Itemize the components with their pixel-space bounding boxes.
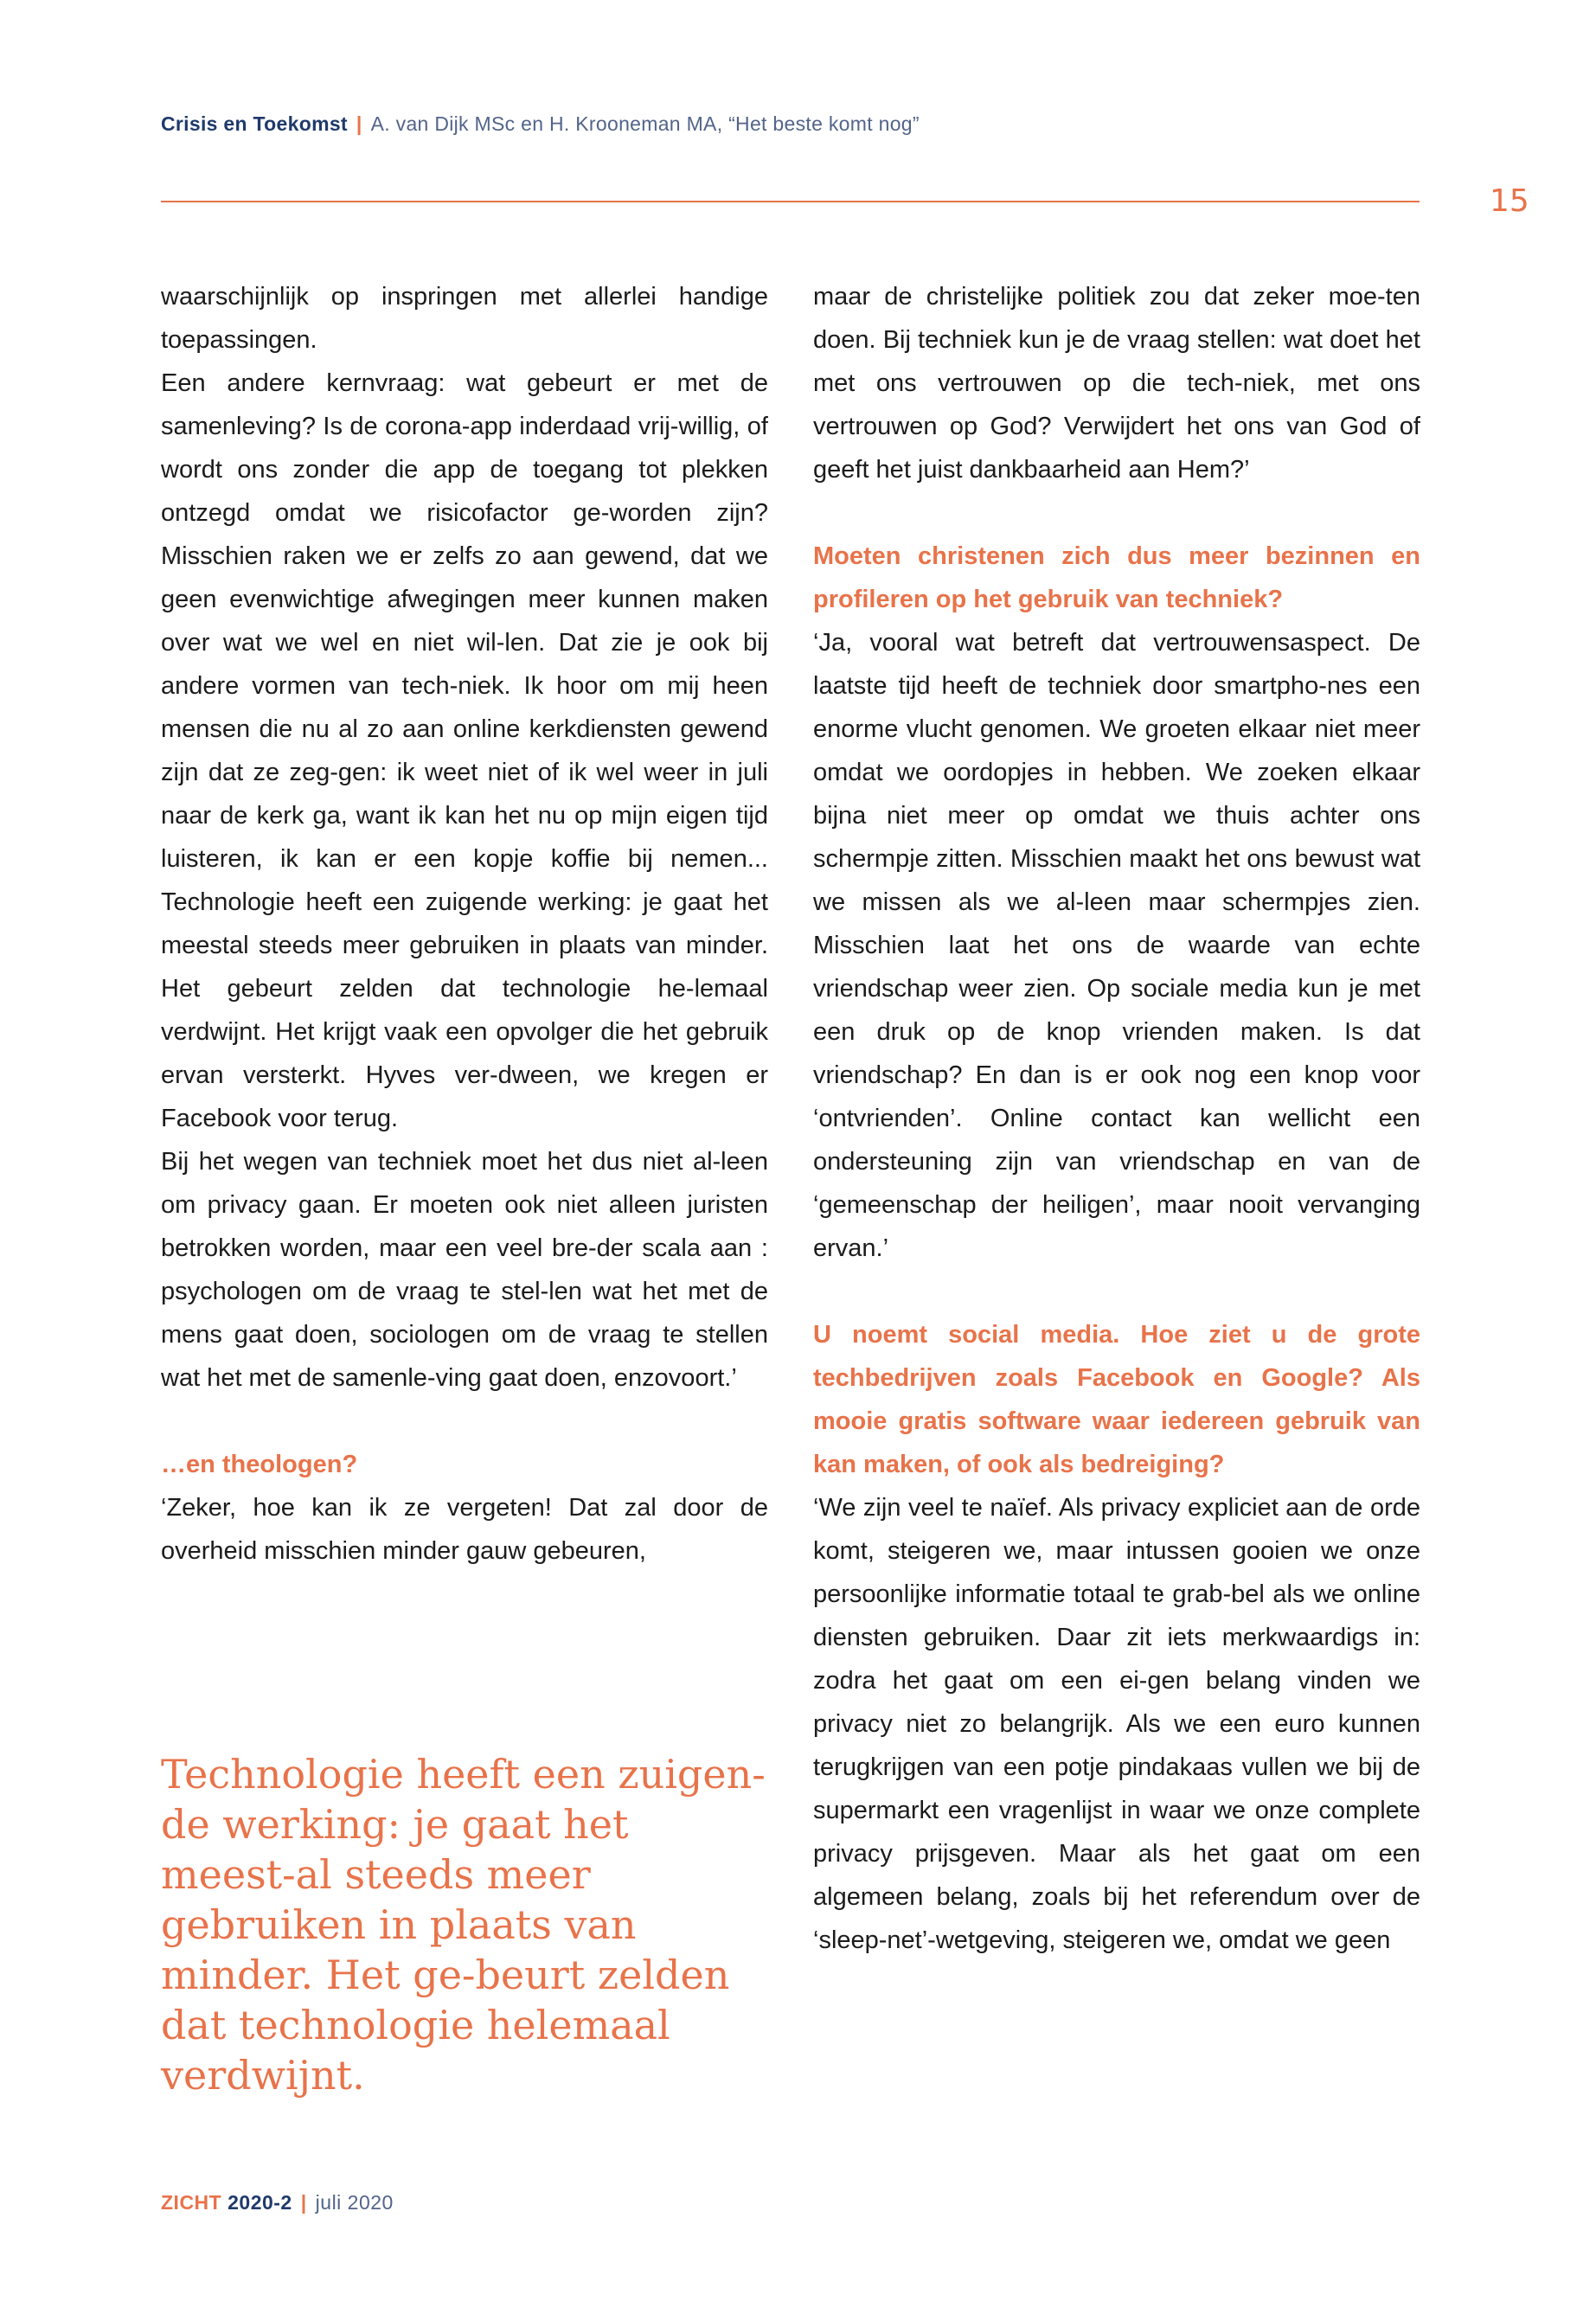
right-column [813,275,1420,1962]
series-title: Crisis en Toekomst [161,112,348,135]
paragraph: ‘Ja, vooral wat betreft dat vertrouwensaspect. De laatste tijd heeft de techniek door smartpho-nes een enorme vlucht genomen. We groeten elkaar niet meer omdat we oordopjes in hebben. We zoeken elkaar bijna niet meer op omdat we thuis achter ons schermpje zitten. Misschien maakt het ons bewust wat we missen als we al-leen maar schermpjes zien. Misschien laat het ons de waarde van echte vriendschap weer zien. Op sociale media kun je met een druk op de knop vrienden maken. Is dat vriendschap? En dan is er ook nog een knop voor ‘ontvrienden’. Online contact kan wellicht een ondersteuning zijn van vriendschap en van de ‘gemeenschap der heiligen’, maar nooit vervanging ervan.’ [813,629,1420,1262]
paragraph: ‘Zeker, hoe kan ik ze vergeten! Dat zal door de overheid misschien minder gauw gebeuren, [161,1494,768,1565]
header-rule [161,201,1420,202]
header-separator: | [356,112,362,135]
left-column [161,275,768,1573]
paragraph: ‘We zijn veel te naïef. Als privacy expliciet aan de orde komt, steigeren we, maar intussen gooien we onze persoonlijke informatie totaal te grab-bel als we online diensten gebruiken. Daar zit iets merkwaardigs in: zodra het gaat om een ei-gen belang vinden we privacy niet zo belangrijk. Als we een euro kunnen terugkrijgen van een potje pindakaas vullen we bij de supermarkt een vragenlijst in waar we onze complete privacy prijsgeven. Maar als het gaat om een algemeen belang, zoals bij het referendum over de ‘sleep-net’-wetgeving, steigeren we, omdat we geen [813,1494,1420,1954]
paragraph: maar de christelijke politiek zou dat zeker moe-ten doen. Bij techniek kun je de vraag stellen: wat doet het met ons vertrouwen op die tech-niek, met ons vertrouwen op God? Verwijdert het ons van God of geeft het juist dankbaarheid aan Hem?’ [813,283,1420,484]
issue-number: 2020-2 [228,2191,292,2214]
issue-date: juli 2020 [315,2191,394,2214]
magazine-name: ZICHT [161,2191,222,2214]
interview-question: …en theologen? [161,1451,358,1478]
running-footer [161,2191,394,2214]
paragraph: Een andere kernvraag: wat gebeurt er met de samenleving? Is de corona-app inderdaad vrij-willig, of wordt ons zonder die app de toegang tot plekken ontzegd omdat we risicofactor ge-worden zijn? Misschien raken we er zelfs zo aan gewend, dat we geen evenwichtige afwegingen meer kunnen maken over wat we wel en niet wil-len. Dat zie je ook bij andere vormen van tech-niek. Ik hoor om mij heen mensen die nu al zo aan online kerkdiensten gewend zijn dat ze zeg-gen: ik weet niet of ik wel weer in juli naar de kerk ga, want ik kan het nu op mijn eigen tijd luisteren, ik kan er een kopje koffie bij nemen... Technologie heeft een zuigende werking: je gaat het meestal steeds meer gebruiken in plaats van minder. Het gebeurt zelden dat technologie he-lemaal verdwijnt. Het krijgt vaak een opvolger die het gebruik ervan versterkt. Hyves ver-dween, we kregen er Facebook voor terug. [161,369,768,1132]
interview-question: Moeten christenen zich dus meer bezinnen en profileren op het gebruik van techniek? [813,542,1420,613]
article-authors-title: A. van Dijk MSc en H. Krooneman MA, “Het beste komt nog” [370,112,920,135]
paragraph-gap [161,1400,768,1443]
paragraph-gap [813,491,1420,535]
paragraph-gap [813,1270,1420,1313]
interview-question: U noemt social media. Hoe ziet u de grote techbedrijven zoals Facebook en Google? Als mooie gratis software waar iedereen gebruik van kan maken, of ook als bedreiging? [813,1321,1420,1478]
pull-quote: Technologie heeft een zuigen-de werking: je gaat het meest-al steeds meer gebruiken in plaats van minder. Het ge-beurt zelden dat technologie helemaal verdwijnt. [161,1751,766,2099]
paragraph: waarschijnlijk op inspringen met allerlei handige toepassingen. [161,283,768,354]
page-number: 15 [1490,183,1529,219]
paragraph: Bij het wegen van techniek moet het dus niet al-leen om privacy gaan. Er moeten ook niet alleen juristen betrokken worden, maar een veel bre-der scala aan : psychologen om de vraag te stel-len wat het met de mens gaat doen, sociologen om de vraag te stellen wat het met de samenle-ving gaat doen, enzovoort.’ [161,1148,768,1392]
footer-separator: | [300,2191,307,2214]
running-header [161,112,920,136]
